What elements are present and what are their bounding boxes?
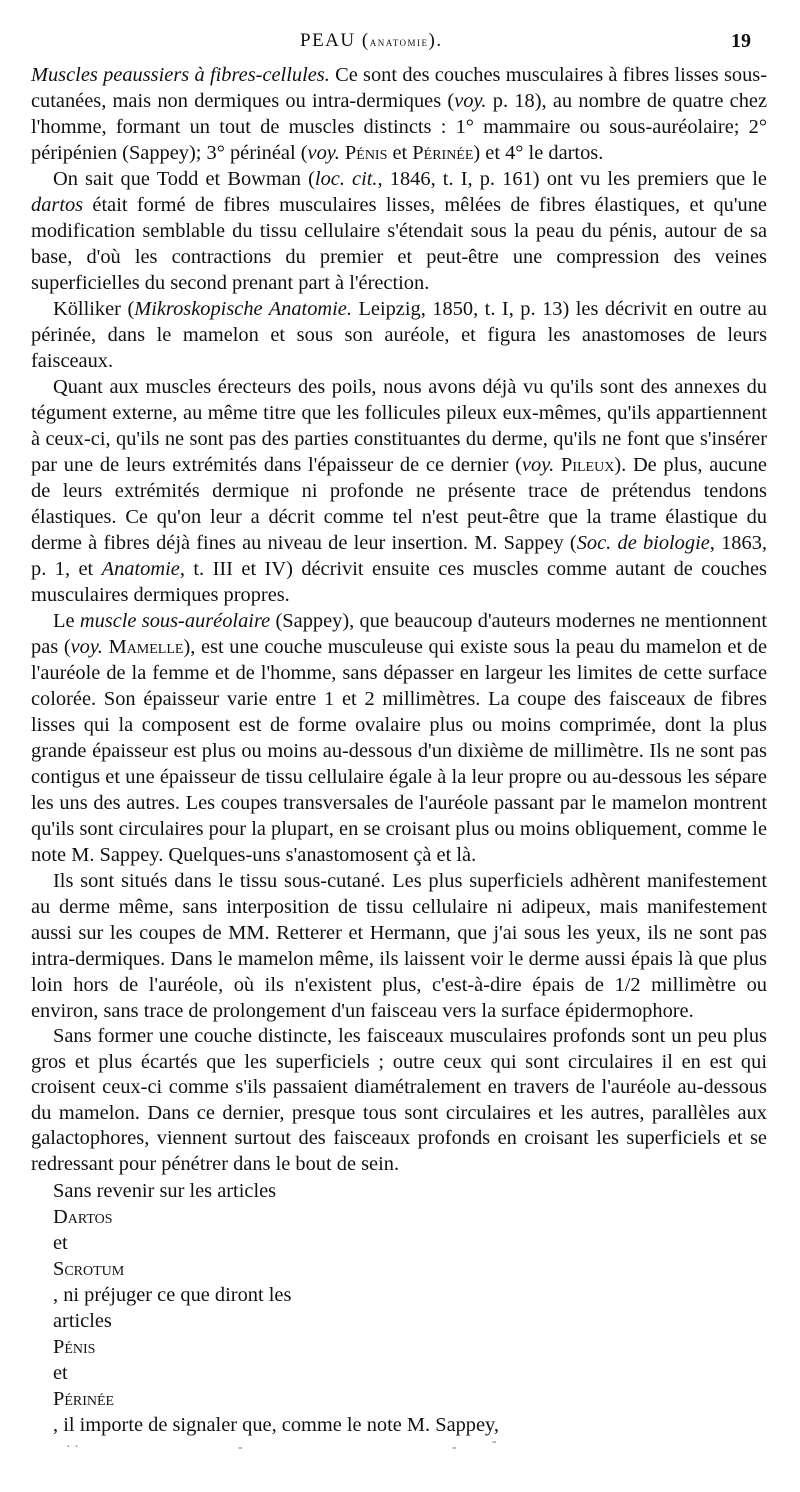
text-run: ), est une couche musculeuse qui existe sous la peau du mamelon et de l'auréole de la femme et de l'homme, sans dépasser en largeur les limites de cette surface colorée. Son épaisseur varie entre 1 et 2 millimètres. La coupe des faisceaux de fibres lisses qui la composent est de forme ovalaire plus ou moins comprimée, dont la plus grande épaisseur est plus ou moins au-dessous d'un dixième de millimètre. Ils ne sont pas contigus et une épaisseur de tissu cellulaire égale à la leur propre ou au-dessous les sépare les uns des autres. Les coupes transversales de l'auréole passant par le mamelon montrent qu'ils sont circulaires pour la plupart, en se croisant plus ou moins obliquement, comme le note M. Sappey. Quelques-uns s'anastomosent çà et là. — [31, 636, 767, 866]
small-caps-text: Pileux — [561, 454, 615, 476]
italic-text: muscle sous-auréolaire — [79, 610, 271, 632]
text-run: Le — [53, 610, 80, 632]
text-run: On sait que Todd et Bowman ( — [53, 168, 315, 190]
small-caps-text: Périnée — [412, 142, 474, 164]
small-caps-text: Pénis — [344, 142, 388, 164]
text-run: p. 18), au nombre de quatre chez l'homme, formant un tout de muscles distincts : 1° mammaire ou sous-auréolaire; 2° péripénien (Sappey); 3° périnéal ( — [31, 90, 767, 164]
text-line — [31, 1178, 767, 1308]
text-run — [554, 454, 561, 476]
text-run: Sans revenir sur les articles — [53, 1179, 277, 1202]
paragraph-muscles-erecteurs — [31, 374, 767, 608]
text-run: , 1863, p. 1, et — [31, 532, 767, 580]
italic-text: voy. — [454, 90, 487, 112]
small-caps-text: Scrotum — [53, 1257, 125, 1280]
text-run: et — [387, 142, 413, 164]
text-run: Sans former une couche distincte, les faisceaux musculaires profonds sont un peu plus gros et plus écartés que les superficiels ; outre ceux qui sont circulaires il en est qui croisent ceux-ci comme s'ils passaient diamétralement en travers de l'auréole au-dessous du mamelon. Dans ce dernier, presque tous sont circulaires et les autres, parallèles aux galactophores, viennent surtout des faisceaux profonds en croisant les superficiels et se redressant pour pénétrer dans le bout de sein. — [31, 1025, 767, 1175]
paragraph-todd-bowman — [31, 166, 767, 296]
italic-text: Soc. de biologie — [576, 532, 710, 554]
running-head — [300, 30, 443, 52]
text-run: Leipzig, 1850, t. I, p. 13) les décrivit en outre au périnée, dans le mamelon et sous son auréole, et figura les anastomoses de leurs faisceaux. — [31, 298, 767, 372]
paragraph-sans-revenir — [31, 1178, 767, 1438]
paragraph-muscles-peaussiers — [31, 62, 767, 166]
text-run: était formé de fibres musculaires lisses, mêlées de fibres élastiques, et qu'une modification semblable du tissu cellulaire s'étendait sous la peau du pénis, autour de sa base, d'où les contractions du premier et peut-être une compression des veines superficielles du second prenant part à l'érection. — [31, 194, 767, 294]
italic-text: voy. — [521, 454, 555, 476]
page-header — [0, 30, 800, 60]
running-head-title: PEAU ( — [300, 30, 370, 51]
text-line — [31, 1308, 767, 1438]
text-run: , il importe de signaler que, comme le note M. Sappey, — [53, 1413, 500, 1436]
scan-speck: - — [492, 1434, 497, 1449]
text-run: , 1846, t. I, p. 161) ont vu les premiers que le — [377, 168, 767, 190]
scan-speck: · · — [66, 1440, 79, 1455]
italic-text: Mikroskopische Anatomie. — [134, 298, 352, 320]
page-number: 19 — [731, 30, 751, 52]
text-run: ). De plus, aucune de leurs extrémités dermique ni profonde ne présente trace de prétendus tendons élastiques. Ce qu'on leur a décrit comme tel n'est peut-être que la trame élastique du derme à fibres déjà fines au niveau de leur insertion. M. Sappey ( — [31, 454, 767, 554]
text-run: , ni préjuger ce que diront les — [53, 1283, 292, 1306]
paragraph-tissu-sous-cutane — [31, 868, 767, 1024]
text-run: Ce sont des couches musculaires à fibres lisses sous-cutanées, mais non dermiques ou intra-dermiques ( — [31, 64, 767, 112]
text-run: articles — [53, 1309, 112, 1332]
italic-text: Anatomie — [101, 558, 180, 580]
text-run: , t. III et IV) décrivit ensuite ces muscles comme autant de couches musculaires dermiques propres. — [31, 558, 767, 606]
text-run: et — [53, 1231, 68, 1254]
text-run: et — [53, 1361, 68, 1384]
paragraph-faisceaux-profonds — [31, 1024, 767, 1178]
text-run: Kölliker ( — [53, 298, 135, 320]
page-body — [31, 62, 767, 1438]
small-caps-text: Dartos — [53, 1205, 113, 1228]
italic-text: dartos — [31, 194, 84, 216]
paragraph-kolliker — [31, 296, 767, 374]
text-run: (Sappey), que beaucoup d'auteurs modernes ne mentionnent pas ( — [31, 610, 767, 658]
italic-text: voy. — [70, 636, 103, 658]
scan-speck: - — [238, 1440, 243, 1455]
italic-text: voy. — [307, 142, 340, 164]
small-caps-text: Mamelle — [108, 636, 184, 658]
paragraph-muscle-sous-aureolaire — [31, 608, 767, 868]
small-caps-text: Périnée — [53, 1387, 115, 1410]
italic-text: Muscles peaussiers à fibres-cellules. — [31, 64, 330, 86]
text-run: Quant aux muscles érecteurs des poils, nous avons déjà vu qu'ils sont des annexes du tégument externe, au même titre que les follicules pileux eux-mêmes, qu'ils appartiennent à ceux-ci, qu'ils ne sont pas des parties constituantes du derme, qu'ils ne font que s'insérer par une de leurs extrémités dans l'épaisseur de ce dernier ( — [31, 376, 767, 476]
running-head-subtitle: anatomie — [369, 34, 429, 49]
small-caps-text: Pénis — [53, 1335, 96, 1358]
running-head-close: ). — [428, 30, 443, 51]
scan-speck: - — [452, 1440, 457, 1455]
italic-text: loc. cit. — [314, 168, 378, 190]
text-run: Ils sont situés dans le tissu sous-cutané. Les plus superficiels adhèrent manifestement au derme même, sans interposition de tissu cellulaire ni adipeux, mais manifestement aussi sur les coupes de MM. Retterer et Hermann, que j'ai sous les yeux, ils ne sont pas intra-dermiques. Dans le mamelon même, ils laissent voir le derme aussi épais là que plus loin hors de l'auréole, où ils n'existent plus, c'est-à-dire épais de 1/2 millimètre ou environ, sans trace de prolongement d'un faisceau vers la surface épidermophore. — [31, 870, 767, 1022]
text-run: ) et 4° le dartos. — [473, 142, 604, 164]
